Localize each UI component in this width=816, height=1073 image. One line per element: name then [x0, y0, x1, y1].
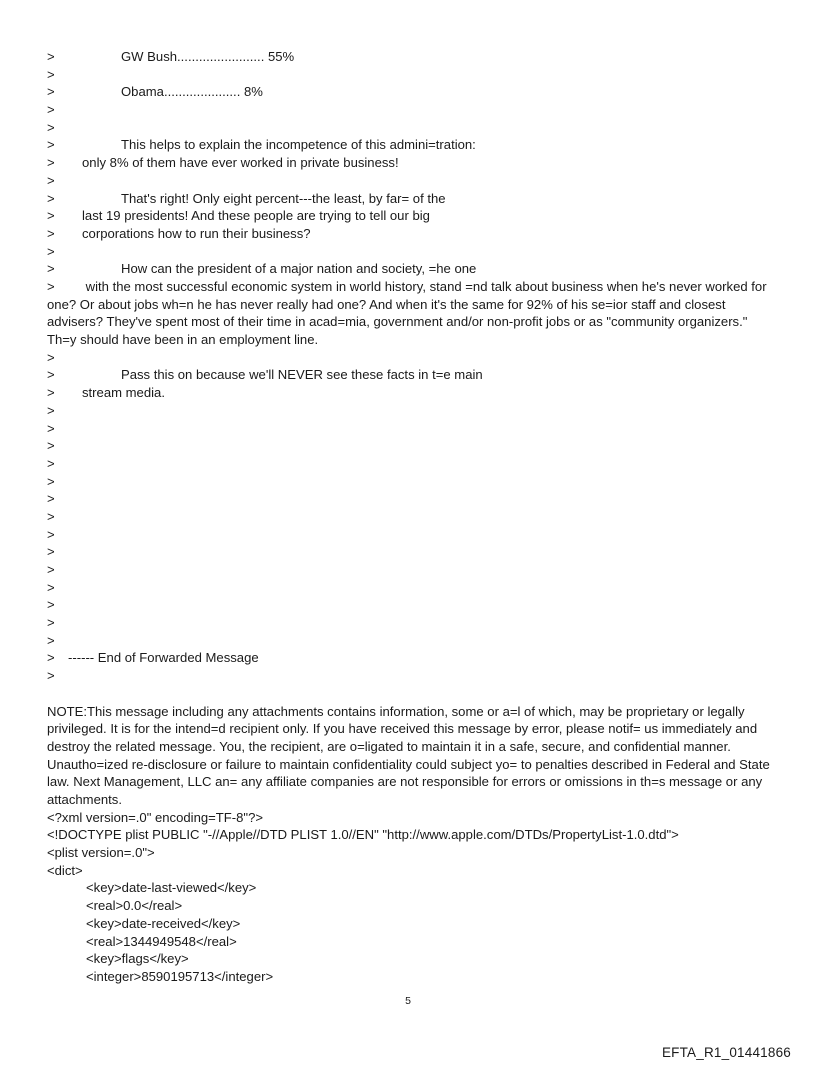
para2-line3: corporations how to run their business?	[82, 225, 311, 241]
plist-entry: <real>0.0</real>	[86, 898, 183, 914]
quoted-line	[47, 190, 772, 208]
quoted-line	[47, 260, 772, 278]
quoted-line	[47, 490, 772, 508]
quote-marker: >	[47, 668, 55, 684]
quote-marker: >	[47, 49, 55, 64]
quote-marker: >	[47, 66, 55, 82]
quote-marker: >	[47, 172, 55, 188]
quote-marker: >	[47, 420, 55, 436]
quoted-line	[47, 136, 772, 154]
quoted-line	[47, 225, 772, 243]
plist-doctype: <!DOCTYPE plist PUBLIC "-//Apple//DTD PLIST 1.0//EN" "http://www.apple.com/DTDs/PropertyList-1.0.dtd">	[47, 827, 679, 843]
plist-entry: <key>date-received</key>	[86, 915, 241, 931]
quote-marker: >	[47, 544, 55, 560]
quote-marker: >	[47, 402, 55, 418]
poll-line-bush: GW Bush........................ 55%	[121, 49, 295, 64]
quoted-line	[47, 154, 772, 172]
quote-marker: >	[47, 455, 55, 471]
plist-xml-declaration: <?xml version=.0" encoding=TF-8"?>	[47, 809, 264, 825]
quoted-line	[47, 455, 772, 473]
document-id: EFTA_R1_01441866	[661, 1045, 791, 1060]
quoted-line	[47, 437, 772, 455]
para1-line2: only 8% of them have ever worked in private business!	[82, 155, 399, 171]
quoted-line	[47, 207, 772, 225]
quote-marker: >	[47, 155, 55, 171]
quote-marker: >	[47, 367, 55, 383]
quoted-line	[47, 48, 772, 66]
quoted-line	[47, 366, 772, 384]
quoted-line	[47, 83, 772, 101]
quote-marker: >	[47, 137, 55, 153]
para3-line1: How can the president of a major nation and society, =he one	[121, 261, 477, 277]
quote-marker: >	[47, 438, 55, 454]
quoted-line	[47, 667, 772, 685]
quote-marker: >	[47, 208, 55, 224]
confidentiality-note: NOTE:This message including any attachments contains information, some or a=l of which, may be proprietary or legally privileged. It is for the intend=d recipient only. If you have received this message by error, please notif= us immediately and destroy the related message. You, the recipient, are o=ligated to maintain it in a safe, secure, and confidential manner. Unautho=ized re-disclosure or failure to maintain confidentiality could subject yo= to penalties described in Federal and State law. Next Management, LLC an= any affiliate companies are not responsible for errors or omissions in th=s message or any attachments.	[47, 703, 770, 808]
quoted-line	[47, 614, 772, 632]
plist-entry: <integer>8590195713</integer>	[86, 968, 274, 984]
quoted-line	[47, 402, 772, 420]
para3-wrapped	[47, 278, 772, 349]
para4-line1: Pass this on because we'll NEVER see these facts in t=e main	[121, 367, 483, 383]
quote-marker: >	[47, 349, 55, 365]
quote-marker: >	[47, 261, 55, 277]
quoted-line	[47, 579, 772, 597]
quoted-line	[47, 101, 772, 119]
plist-block	[47, 809, 772, 986]
quoted-line	[47, 526, 772, 544]
plist-entry: <real>1344949548</real>	[86, 933, 237, 949]
para2-line1: That's right! Only eight percent---the least, by far= of the	[121, 190, 446, 206]
para4-line2: stream media.	[82, 385, 165, 401]
quoted-line	[47, 473, 772, 491]
quote-marker: >	[47, 508, 55, 524]
quote-marker: >	[47, 225, 55, 241]
quoted-line	[47, 66, 772, 84]
quote-marker: >	[47, 385, 55, 401]
quote-marker: >	[47, 579, 55, 595]
quoted-line	[47, 543, 772, 561]
quote-marker: >	[47, 278, 55, 294]
page-number: 5	[405, 995, 411, 1007]
quote-marker: >	[47, 190, 55, 206]
para3-continuation: with the most successful economic system in world history, stand =nd talk about business when he's never worked for one? Or about jobs wh=n he has never really had one? And when it's the same for 92% of his se=ior staff and closest advisers? They've spent most of their time in acad=mia, government and/or non-profit jobs or as "community organizers." Th=y should have been in an employment line.	[47, 278, 767, 348]
para2-line2: last 19 presidents! And these people are trying to tell our big	[82, 208, 430, 224]
quote-marker: >	[47, 650, 55, 666]
end-forwarded-message: ------ End of Forwarded Message	[68, 650, 259, 666]
quote-marker: >	[47, 84, 55, 100]
quote-marker: >	[47, 119, 55, 135]
quoted-line	[47, 243, 772, 261]
quoted-line	[47, 596, 772, 614]
quote-marker: >	[47, 597, 55, 613]
quote-marker: >	[47, 526, 55, 542]
quoted-line	[47, 508, 772, 526]
quoted-line	[47, 172, 772, 190]
plist-dict-open: <dict>	[47, 862, 83, 878]
para1-line1: This helps to explain the incompetence of this admini=tration:	[121, 137, 476, 153]
plist-open-tag: <plist version=.0">	[47, 845, 155, 861]
quote-marker: >	[47, 615, 55, 631]
quoted-line	[47, 649, 772, 667]
plist-entry: <key>date-last-viewed</key>	[86, 880, 257, 896]
quoted-line	[47, 561, 772, 579]
email-body	[47, 48, 772, 986]
quoted-line	[47, 349, 772, 367]
plist-entry: <key>flags</key>	[86, 951, 189, 967]
quote-marker: >	[47, 473, 55, 489]
quoted-line	[47, 632, 772, 650]
quote-marker: >	[47, 562, 55, 577]
quote-marker: >	[47, 632, 55, 648]
quote-marker: >	[47, 102, 55, 118]
quote-marker: >	[47, 243, 55, 259]
quote-marker: >	[47, 491, 55, 507]
quoted-line	[47, 420, 772, 438]
poll-line-obama: Obama..................... 8%	[121, 84, 263, 100]
quoted-line	[47, 119, 772, 137]
quoted-line	[47, 384, 772, 402]
